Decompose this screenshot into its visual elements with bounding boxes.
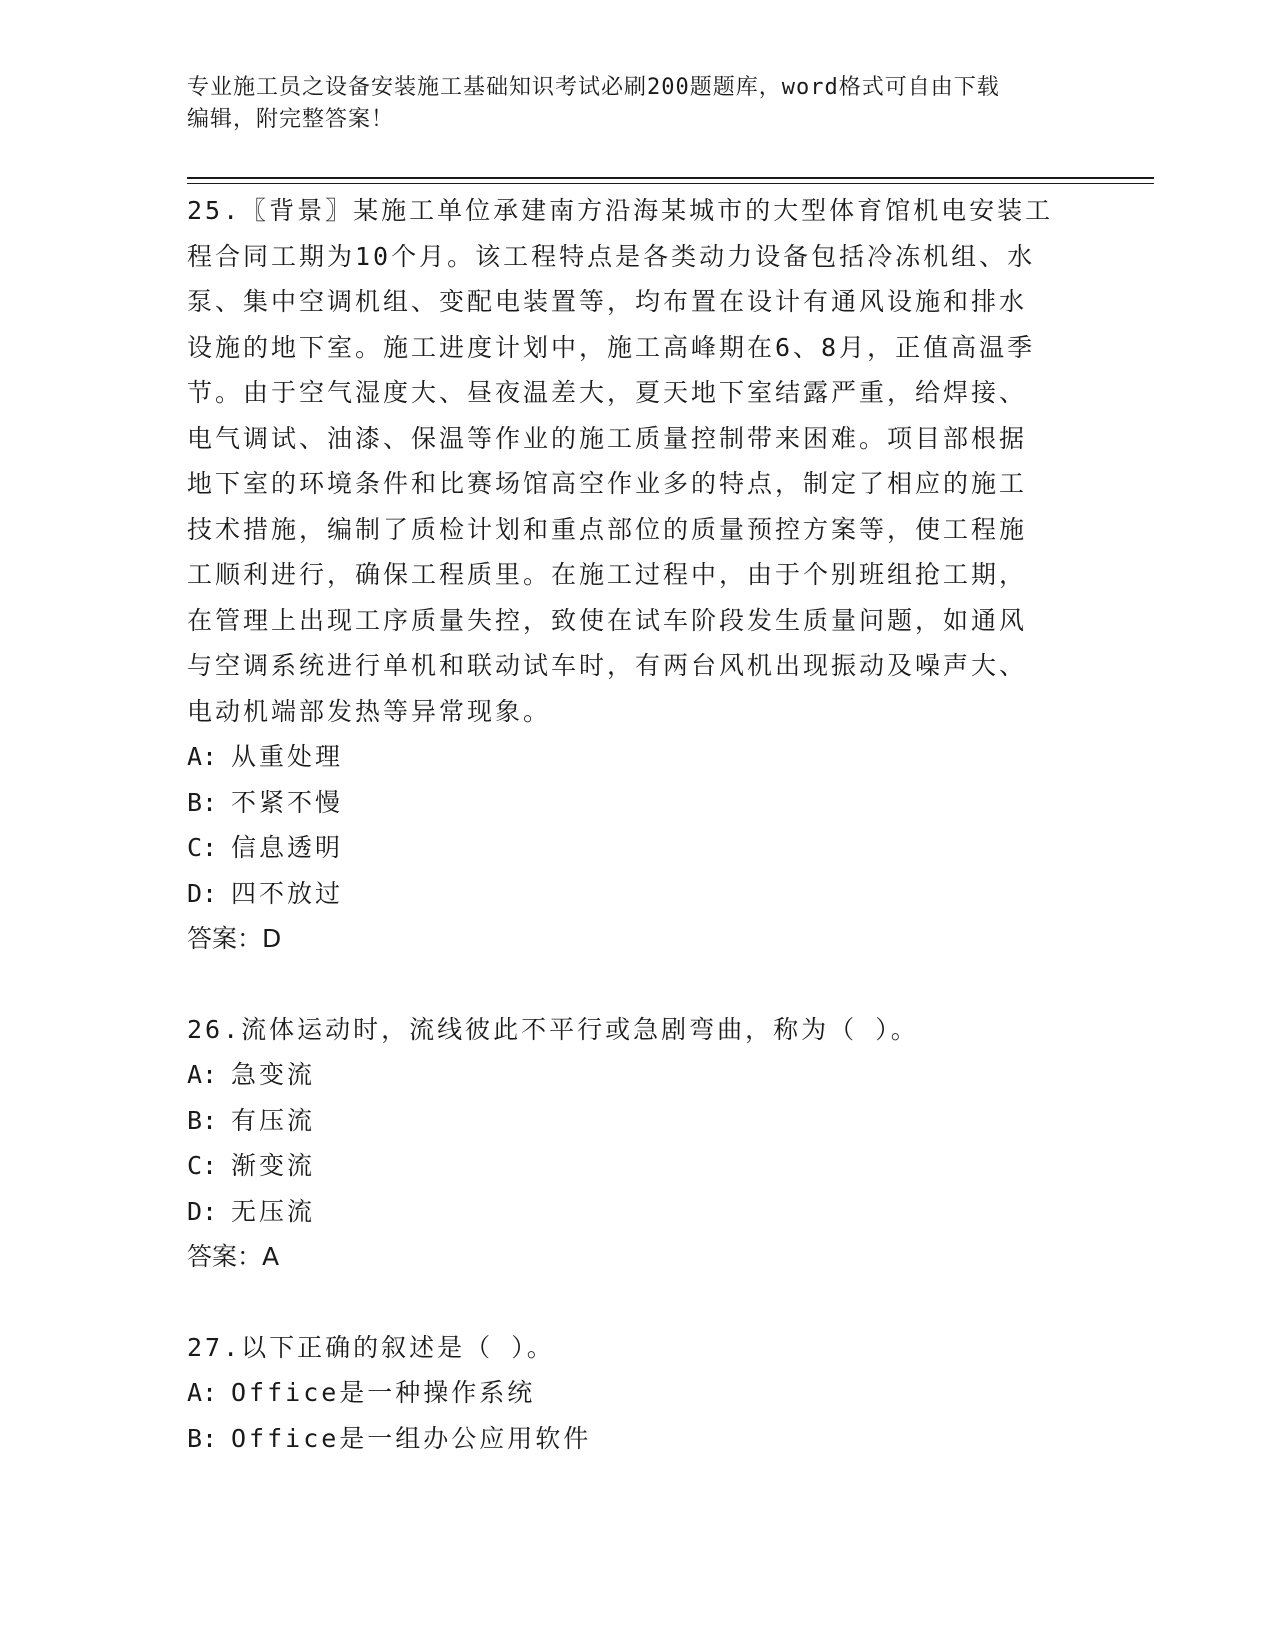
option-c <box>187 1143 1087 1189</box>
option-letter: B: <box>187 787 218 817</box>
header-rule-thick <box>187 177 1154 179</box>
option-a <box>187 1052 1087 1098</box>
question-stem <box>187 1007 1087 1053</box>
question-spacer <box>187 962 1087 1007</box>
stem-line: 25.〖背景〗某施工单位承建南方沿海某城市的大型体育馆机电安装工 <box>187 196 1054 225</box>
option-letter: A: <box>187 1060 218 1089</box>
question-stem <box>187 1325 1087 1371</box>
option-letter: A: <box>187 742 218 771</box>
header-rule-thin <box>187 183 1154 184</box>
stem-line: 工顺利进行，确保工程质里。在施工过程中，由于个别班组抢工期， <box>187 560 1028 589</box>
option-letter: A: <box>187 1378 218 1407</box>
option-text: 不紧不慢 <box>231 787 344 817</box>
stem-line: 泵、集中空调机组、变配电装置等，均布置在设计有通风设施和排水 <box>187 287 1028 316</box>
answer-line: 答案：A <box>187 1242 280 1271</box>
option-text: 四不放过 <box>231 878 344 908</box>
question-27 <box>187 1325 1087 1462</box>
header-line-1: 专业施工员之设备安装施工基础知识考试必刷200题题库，word格式可自由下载 <box>187 75 1000 100</box>
question-stem <box>187 188 1087 734</box>
option-letter: C: <box>187 833 218 862</box>
option-text: 有压流 <box>231 1105 316 1135</box>
stem-line: 27.以下正确的叙述是（ ）。 <box>187 1332 555 1362</box>
option-letter: D: <box>187 878 218 908</box>
stem-line: 与空调系统进行单机和联动试车时，有两台风机出现振动及噪声大、 <box>187 651 1028 680</box>
stem-line: 电动机端部发热等异常现象。 <box>187 696 552 726</box>
option-text: 急变流 <box>231 1060 316 1089</box>
stem-line: 节。由于空气湿度大、昼夜温差大，夏天地下室结露严重，给焊接、 <box>187 378 1028 407</box>
option-c <box>187 825 1087 871</box>
stem-line: 程合同工期为10个月。该工程特点是各类动力设备包括冷冻机组、水 <box>187 241 1036 271</box>
option-letter: B: <box>187 1423 218 1453</box>
option-letter: C: <box>187 1151 218 1180</box>
option-text: 无压流 <box>231 1196 316 1226</box>
option-text: 信息透明 <box>231 833 344 862</box>
option-d <box>187 871 1087 917</box>
stem-line: 电气调试、油漆、保温等作业的施工质量控制带来困难。项目部根据 <box>187 423 1028 453</box>
stem-line: 26.流体运动时，流线彼此不平行或急剧弯曲，称为（ ）。 <box>187 1014 919 1044</box>
document-header <box>187 72 1067 136</box>
option-d <box>187 1189 1087 1235</box>
option-b <box>187 780 1087 826</box>
stem-line: 在管理上出现工序质量失控，致使在试车阶段发生质量问题，如通风 <box>187 605 1028 635</box>
option-text: Office是一种操作系统 <box>231 1378 536 1407</box>
option-a <box>187 734 1087 780</box>
option-b <box>187 1416 1087 1462</box>
stem-line: 设施的地下室。施工进度计划中，施工高峰期在6、8月，正值高温季 <box>187 332 1036 362</box>
option-b <box>187 1098 1087 1144</box>
question-26 <box>187 1007 1087 1280</box>
question-25 <box>187 188 1087 962</box>
option-text: 从重处理 <box>231 742 344 771</box>
option-text: 渐变流 <box>231 1151 316 1180</box>
stem-line: 技术措施，编制了质检计划和重点部位的质量预控方案等，使工程施 <box>187 514 1028 544</box>
option-letter: B: <box>187 1105 218 1135</box>
question-list <box>187 188 1087 1461</box>
question-spacer <box>187 1280 1087 1325</box>
answer-line: 答案：D <box>187 924 282 953</box>
option-letter: D: <box>187 1196 218 1226</box>
option-text: Office是一组办公应用软件 <box>231 1423 592 1453</box>
option-a <box>187 1370 1087 1416</box>
header-line-2: 编辑，附完整答案！ <box>187 107 395 132</box>
stem-line: 地下室的环境条件和比赛场馆高空作业多的特点，制定了相应的施工 <box>187 469 1028 498</box>
